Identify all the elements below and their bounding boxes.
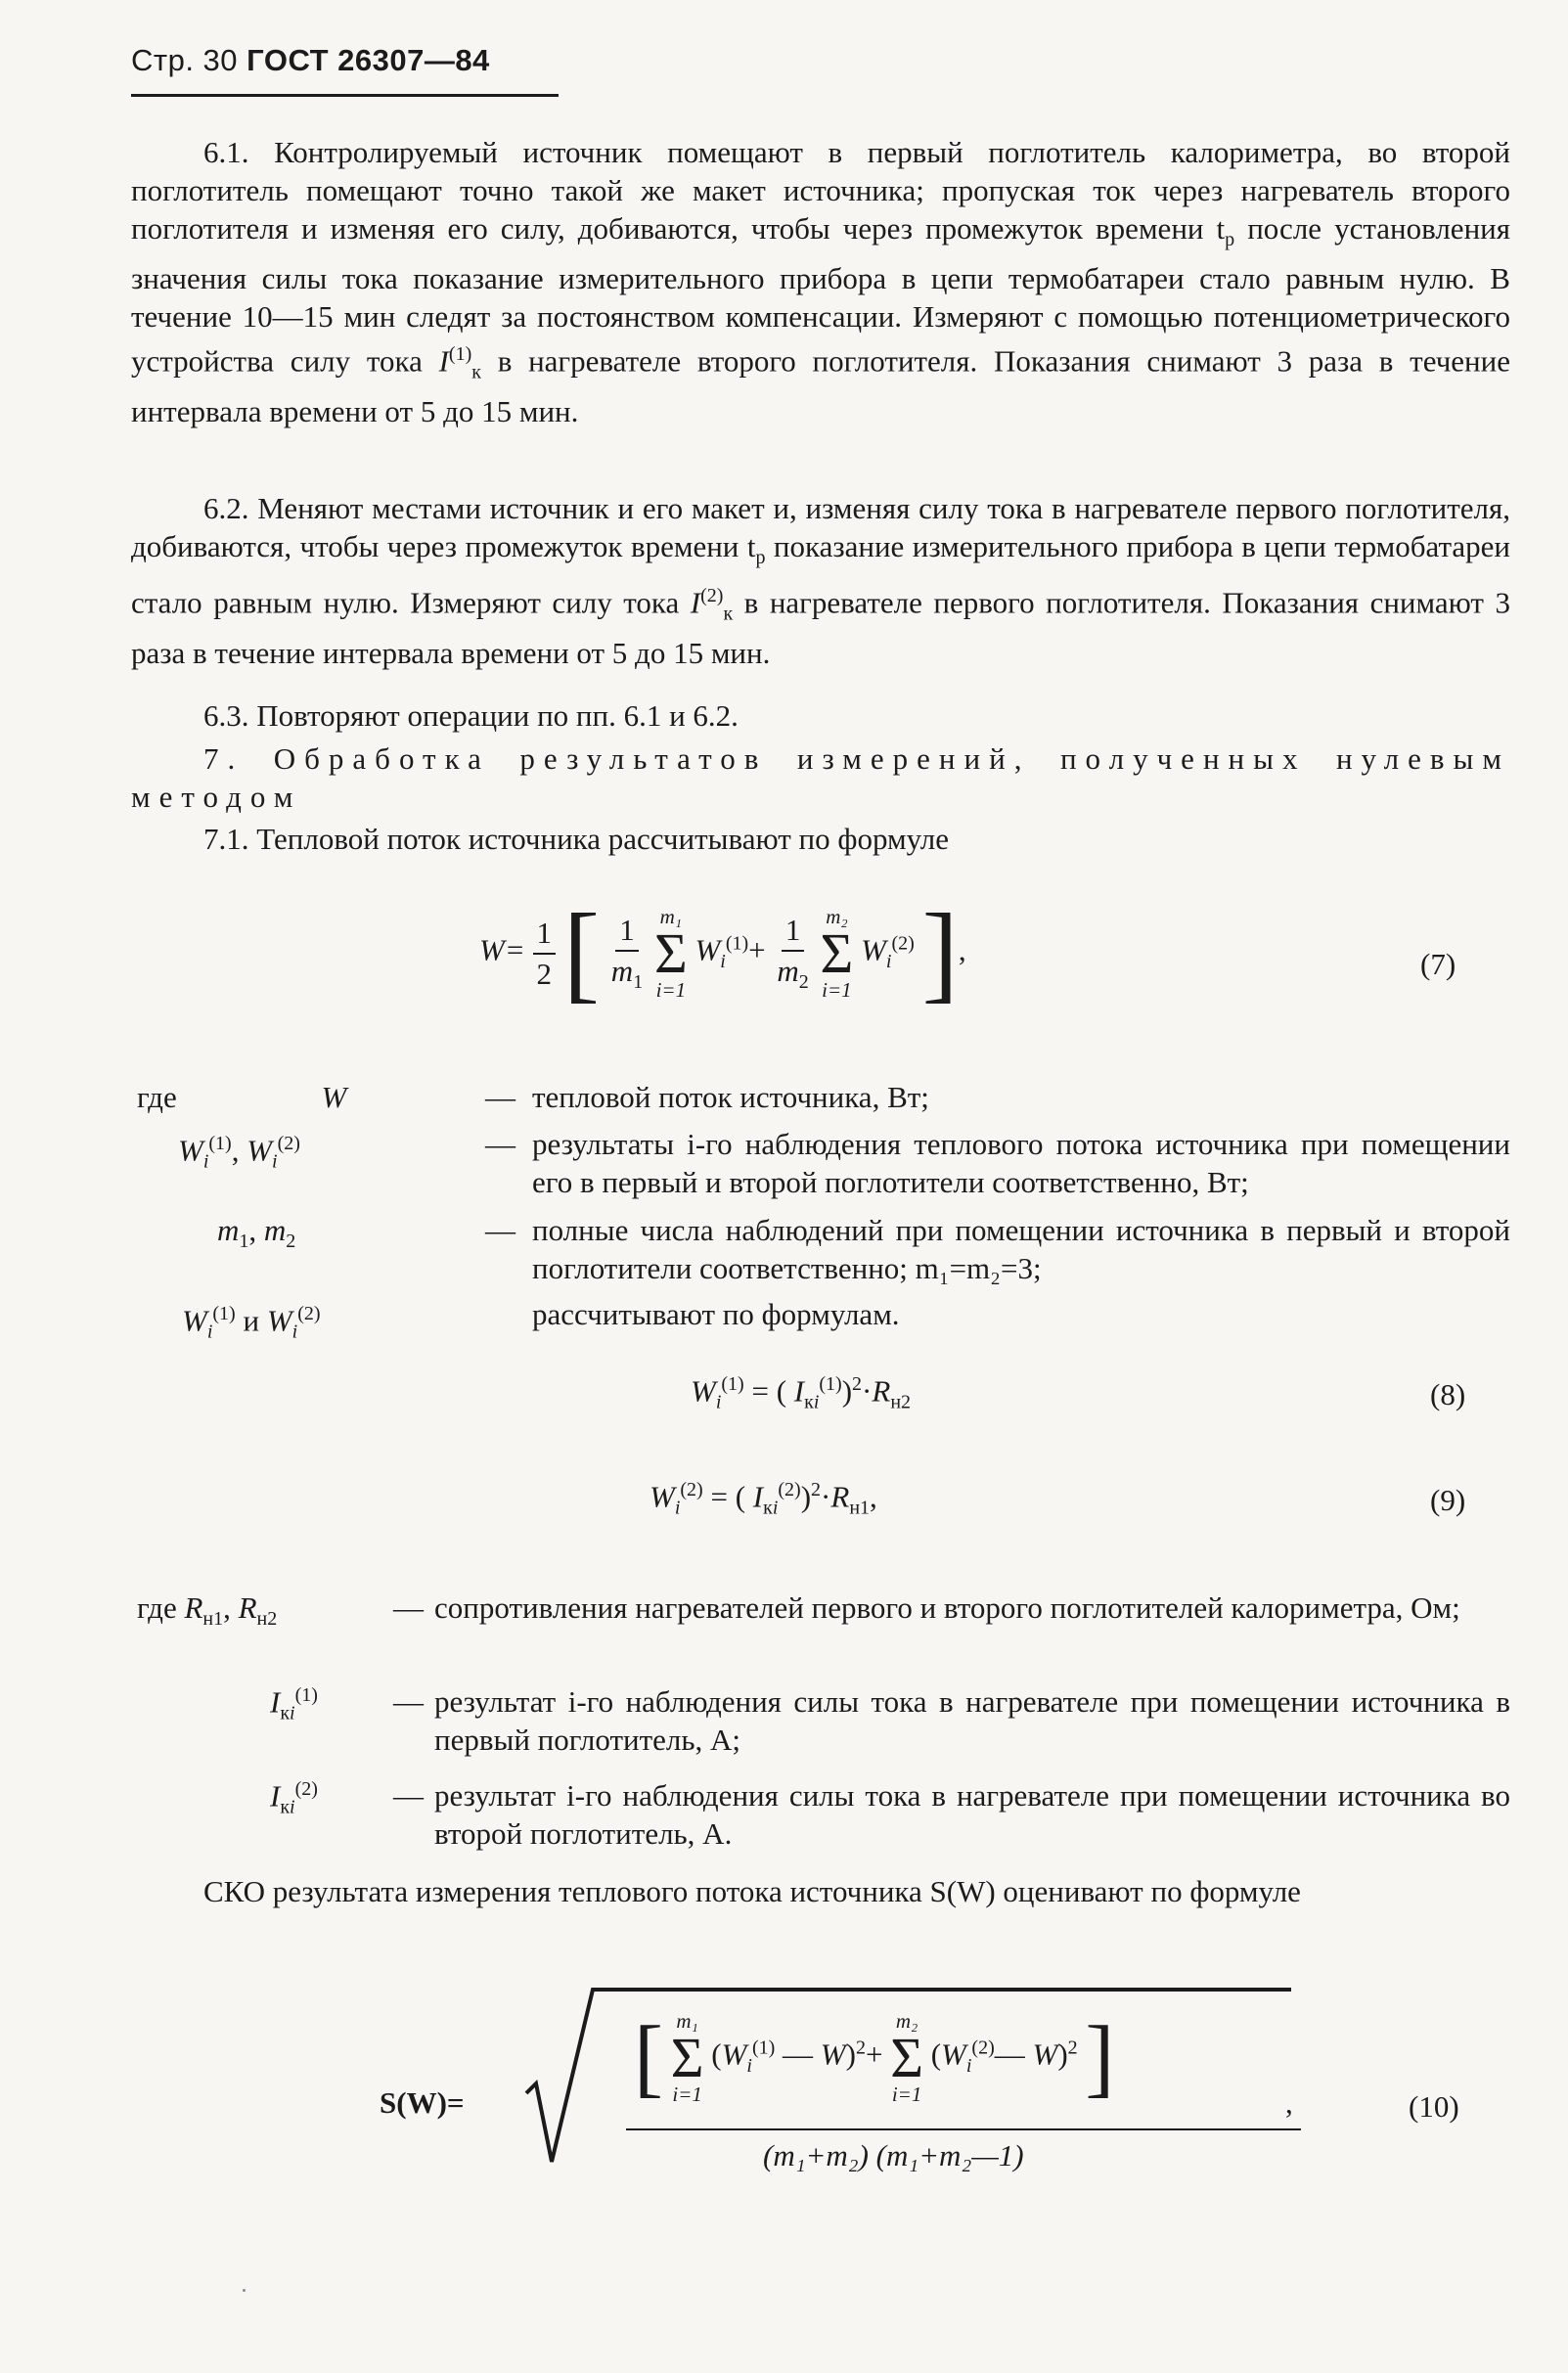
formula-9: $W_i^{(2)}$ = ( $I_{кi}^{(2)})^2\cdot R_{н1}$, [650,1479,877,1519]
definitions-formula-7: где W — тепловой поток источника, Вт; $W_i^{(1)}$, $W_i^{(2)}$ — результаты i-го наблюдения теплового потока источника при помещении его в первый и второй поглотители соответственно, Вт; $m_1$, $m_2$ — полные числа наблюдений при помещении источника в первый и второй поглотители соответственно; m₁=m₂=3; $W_i^{(1)}$ и $W_i^{(2)}$ рассчитывают по формулам. [131,1078,1510,1401]
paragraph-6-1: 6.1. Контролируемый источник помещают в первый поглотитель калориметра, во второй поглотитель помещают точно такой же макет источника; пропуская ток через нагреватель второго поглотителя и изменяя его силу, добиваются, чтобы через промежуток времени $t_р$ после установления значения силы тока показание измерительного прибора в цепи термобатареи стало равным нулю. В течение 10—15 мин следят за постоянством компенсации. Измеряют с помощью потенциометрического устройства силу тока $I^{(1)}_к$ в нагревателе второго поглотителя. Показания снимают 3 раза в течение интервала времени от 5 до 15 мин. [131,135,1511,428]
formula-8-number: (8) [1430,1377,1466,1411]
formula-10-comma: , [1285,2085,1293,2120]
page-label: Стр. 30 [131,43,239,77]
def-term-r: где $R_{н1}$, $R_{н2}$ [137,1590,278,1631]
def-term-w: где W [137,1080,347,1114]
formula-9-number: (9) [1430,1483,1466,1517]
section-7-heading: 7. Обработка результатов измерений, полученных нулевым методом [131,741,1510,814]
formula-10-fraction-bar [626,2128,1301,2130]
paragraph-6-3: 6.3. Повторяют операции по пп. 6.1 и 6.2. [203,698,739,733]
formula-10-denominator: (m₁+m₂) (m₁+m₂—1) [763,2138,1024,2172]
formula-10-numerator: [ m₁ Σ i=1 ($W_i^{(1)}$ — W)$^2$+ m₂ Σ i=1 ($W_i^{(2)}—$ W)$^2$ ] [634,2008,1115,2106]
formula-7-number: (7) [1420,947,1456,981]
paragraph-6-2: 6.2. Меняют местами источник и его макет и, изменяя силу тока в нагревателе первого поглотителя, добиваются, чтобы через промежуток времени $t_р$ показание измерительного прибора в цепи термобатареи стало равным нулю. Измеряют силу тока $I^{(2)}_к$ в нагревателе первого поглотителя. Показания снимают 3 раза в течение интервала времени от 5 до 15 мин. [131,491,1510,670]
paragraph-sko: СКО результата измерения теплового потока источника S(W) оценивают по формуле [203,1874,1301,1908]
def-term-i2: $I_{кi}^{(2)}$ [270,1778,318,1818]
scan-speck [243,2289,246,2292]
def-term-w12: $W_i^{(1)}$, $W_i^{(2)}$ [178,1133,300,1173]
paragraph-7-1: 7.1. Тепловой поток источника рассчитывают по формуле [203,822,949,856]
formula-7: W= $\frac{1}{2}$ [ $\frac{1}{m_1}$ m₁ Σ i=1 $W_i^{(1)}+$ $\frac{1}{m_2}$ m₂ Σ i=1 $W_i^{(2)}$ ], [479,892,966,1013]
definitions-formula-9: где $R_{н1}$, $R_{н2}$ — сопротивления нагревателей первого и второго поглотителей калориметра, Ом; $I_{кi}^{(1)}$ — результат i-го наблюдения силы тока в нагревателе при помещении источника в первый поглотитель, А; $I_{кi}^{(2)}$ — результат i-го наблюдения силы тока в нагревателе при помещении источника во второй поглотитель, А. [137,1590,1510,1851]
standard-number: ГОСТ 26307—84 [246,43,490,77]
def-term-w-both: $W_i^{(1)}$ и $W_i^{(2)}$ [182,1303,321,1343]
formula-10-number: (10) [1409,2089,1459,2124]
formula-10-lhs: S(W)= [380,2085,465,2120]
header-rule [131,94,559,97]
def-term-i1: $I_{кi}^{(1)}$ [270,1684,318,1724]
page-header [131,43,490,78]
def-term-m: $m_1$, $m_2$ [217,1213,296,1253]
formula-8: $W_i^{(1)}$ = ( $I_{кi}^{(1)})^2\cdot R_{н2}$ [691,1373,912,1413]
